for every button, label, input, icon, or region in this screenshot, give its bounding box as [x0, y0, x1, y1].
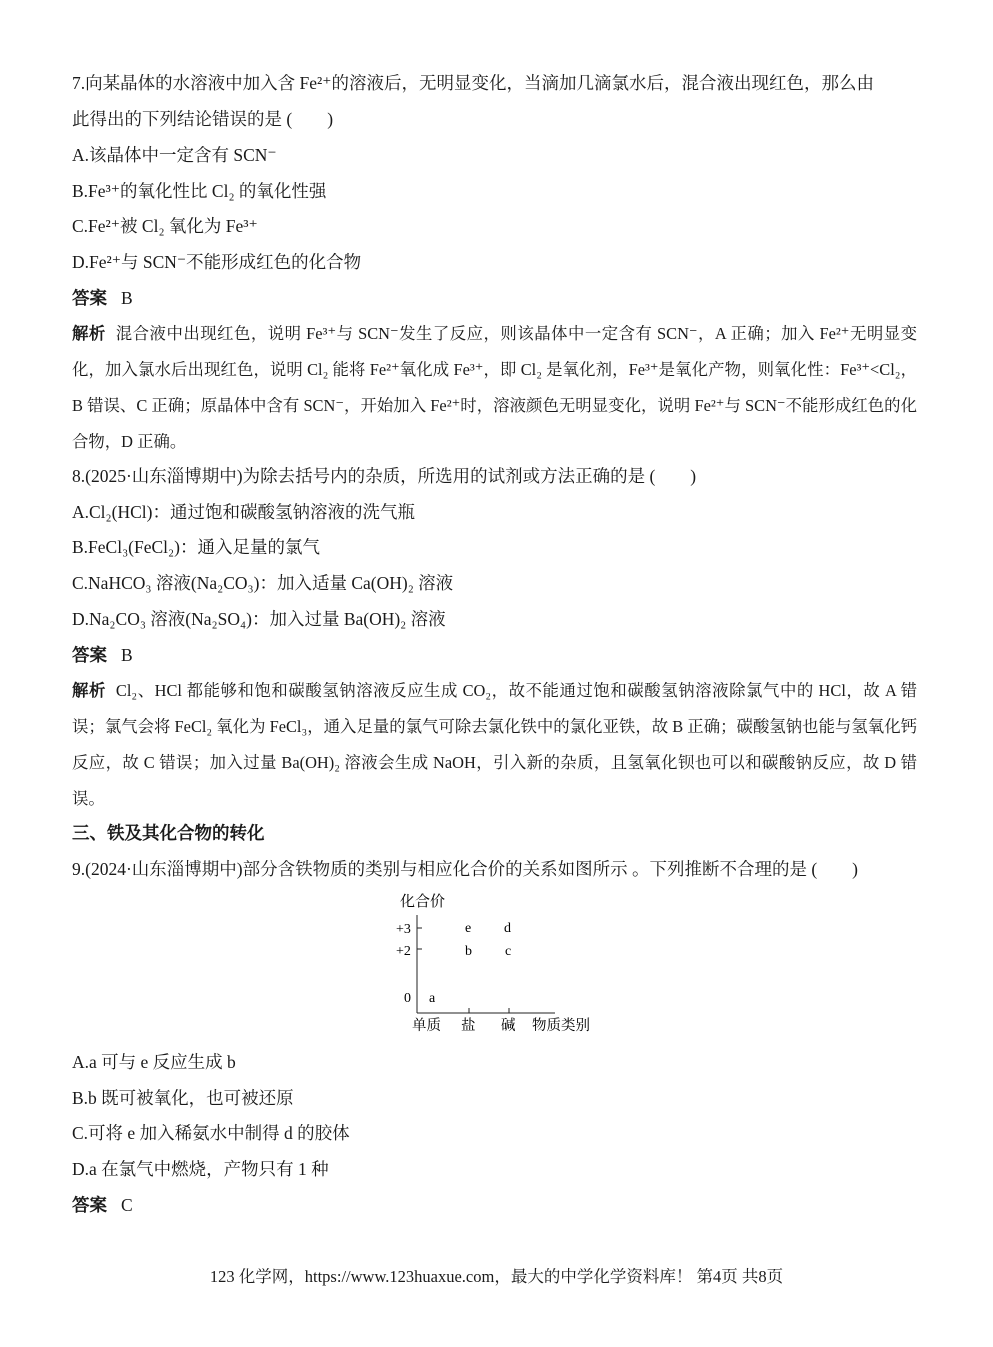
x-axis-title: 物质类别: [532, 1018, 590, 1034]
q7-option-a: A.该晶体中一定含有 SCN⁻: [72, 145, 277, 165]
q9-stem: 9.(2024·山东淄博期中)部分含铁物质的类别与相应化合价的关系如图所示 。下列推断不合理的是 ( ): [72, 859, 859, 879]
q8-stem: 8.(2025·山东淄博期中)为除去括号内的杂质，所选用的试剂或方法正确的是 ( ): [72, 466, 697, 486]
point-label-e: e: [465, 921, 472, 936]
q9-valence-diagram: [385, 885, 615, 1040]
q7-answer-label: 答案: [72, 288, 107, 308]
q9-option-b: B.b 既可被氧化，也可被还原: [72, 1088, 294, 1108]
q8-answer-label: 答案: [72, 645, 107, 665]
q8-answer: [72, 643, 917, 667]
q8-explain-text: Cl₂、HCl 都能够和饱和碳酸氢钠溶液反应生成 CO₂，故不能通过饱和碳酸氢钠溶液除氯气中的 HCl，故 A 错误；氯气会将 FeCl₂ 氧化为 FeCl₃，通入足量的氯气可除去氯化铁中的氯化亚铁，故 B 正确；碳酸氢钠也能与氢氧化钙反应，故 C 错误；加入过量 Ba(OH)₂ 溶液会生成 NaOH，引入新的杂质，且氢氧化钡也可以和碳酸钠反应，故 D 错误。: [72, 681, 918, 808]
page-footer: 123 化学网，https://www.123huaxue.com，最大的中学化学资料库！ 第4页 共8页: [209, 1267, 784, 1286]
y-tick-label: 0: [404, 991, 411, 1006]
x-tick-label: 盐: [461, 1018, 476, 1034]
q8-option-d: D.Na₂CO₃ 溶液(Na₂SO₄)：加入过量 Ba(OH)₂ 溶液: [72, 609, 446, 629]
point-label-d: d: [504, 921, 511, 936]
point-label-b: b: [465, 944, 472, 959]
q8-option-a: A.Cl₂(HCl)：通过饱和碳酸氢钠溶液的洗气瓶: [72, 502, 415, 522]
q7-option-c: C.Fe²⁺被 Cl₂ 氧化为 Fe³⁺: [72, 216, 258, 236]
q9-option-d: D.a 在氯气中燃烧，产物只有 1 种: [72, 1159, 329, 1179]
q8-option-b: B.FeCl₃(FeCl₂)：通入足量的氯气: [72, 537, 320, 557]
q7-option-b: B.Fe³⁺的氧化性比 Cl₂ 的氧化性强: [72, 181, 327, 201]
q7-stem-line1: 7.向某晶体的水溶液中加入含 Fe²⁺的溶液后，无明显变化，当滴加几滴氯水后，混合液出现红色，那么由: [72, 73, 874, 93]
y-tick-label: +2: [396, 944, 411, 959]
q9-option-a: A.a 可与 e 反应生成 b: [72, 1052, 236, 1072]
q8-answer-value: B: [121, 645, 133, 665]
y-axis-title: 化合价: [400, 894, 446, 910]
x-tick-label: 碱: [501, 1018, 516, 1034]
x-tick-label: 单质: [412, 1018, 441, 1034]
point-label-a: a: [429, 991, 436, 1006]
q9-answer: [72, 1193, 917, 1217]
q7-explanation: [72, 316, 917, 460]
q7-stem-line2: 此得出的下列结论错误的是 ( ): [72, 109, 334, 129]
q9-answer-value: C: [121, 1195, 133, 1215]
section-title: 三、铁及其化合物的转化: [72, 823, 265, 843]
q8-explain-label: 解析: [72, 681, 106, 700]
q8-option-c: C.NaHCO₃ 溶液(Na₂CO₃)：加入适量 Ca(OH)₂ 溶液: [72, 573, 454, 593]
q7-explain-text: 混合液中出现红色，说明 Fe³⁺与 SCN⁻发生了反应，则该晶体中一定含有 SCN⁻，A 正确；加入 Fe²⁺无明显变化，加入氯水后出现红色，说明 Cl₂ 能将 Fe²⁺氧化成 Fe³⁺，即 Cl₂ 是氧化剂，Fe³⁺是氧化产物，则氧化性：Fe³⁺<Cl₂，B 错误、C 正确；原晶体中含有 SCN⁻，开始加入 Fe²⁺时，溶液颜色无明显变化，说明 Fe²⁺与 SCN⁻不能形成红色的化合物，D 正确。: [72, 324, 918, 451]
q7-explain-label: 解析: [72, 324, 106, 343]
q7-answer-value: B: [121, 288, 133, 308]
q7-option-d: D.Fe²⁺与 SCN⁻不能形成红色的化合物: [72, 252, 362, 272]
q9-answer-label: 答案: [72, 1195, 107, 1215]
point-label-c: c: [505, 944, 512, 959]
q7-answer: [72, 286, 917, 310]
q8-explanation: [72, 673, 917, 817]
q9-option-c: C.可将 e 加入稀氨水中制得 d 的胶体: [72, 1123, 350, 1143]
y-tick-label: +3: [396, 922, 411, 937]
